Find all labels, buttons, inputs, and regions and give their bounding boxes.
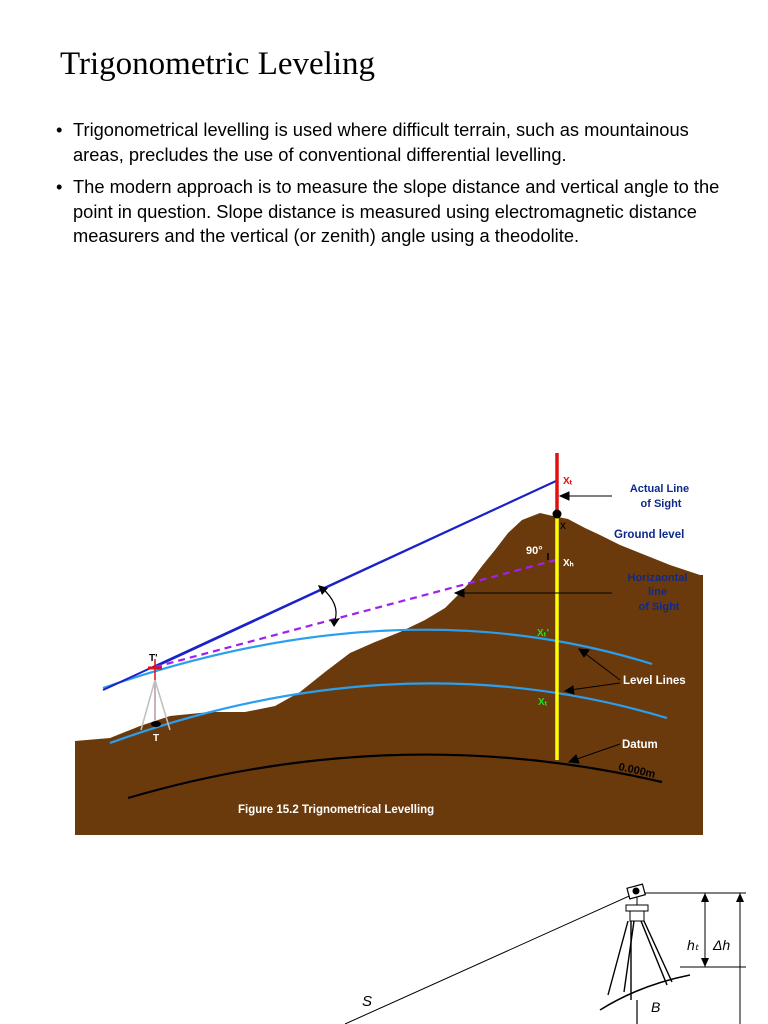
label-right-angle: 90° [526,545,543,557]
label-t-prime: T' [149,653,158,664]
bullet-list [56,118,736,257]
callout-horizontal-line: Horizaontal line of Sight [627,572,688,613]
label-b: B [651,999,661,1015]
tripod-legs [608,921,672,1000]
ground-stroke [600,975,690,1010]
bullet-marker: • [56,176,63,197]
label-s: S [362,993,373,1010]
label-ht: hₜ [687,937,699,953]
alpha-angle-arc [322,588,336,620]
slope-distance-figure [0,870,768,1024]
callout-level-lines: Level Lines [623,675,686,687]
alpha-label: α [348,594,355,608]
label-datum-value: 0.000m [617,761,657,781]
label-xt-prime: Xₜ' [537,628,549,639]
callout-actual-line: Actual Line of Sight [629,483,690,510]
bullet-marker: • [56,119,63,140]
label-x: x [560,518,566,532]
bullet-text: The modern approach is to measure the slope distance and vertical angle to the point in question. Slope distance is measured using electromagnetic distance measurers and the vertical (or zenith) angle using a theodolite. [73,176,720,246]
trig-levelling-figure [0,440,768,840]
instrument-head [626,884,648,921]
label-xh: Xₕ [563,558,574,569]
bullet-item [56,118,736,167]
slide-title: Trigonometric Leveling [60,46,375,82]
figure-caption: Figure 15.2 Trignometrical Levelling [238,804,435,816]
label-xt-top: Xₜ [563,476,573,487]
callout-ground-level: Ground level [614,529,685,541]
bullet-text: Trigonometrical levelling is used where difficult terrain, such as mountainous areas, precludes the use of conventional differential levelling. [73,119,689,165]
label-dh: Δh [713,937,731,953]
callout-datum: Datum [622,739,658,751]
label-xt-lower: Xₜ [538,697,548,708]
slope-line [345,893,636,1024]
bullet-item [56,175,736,249]
label-t: T [153,733,160,744]
